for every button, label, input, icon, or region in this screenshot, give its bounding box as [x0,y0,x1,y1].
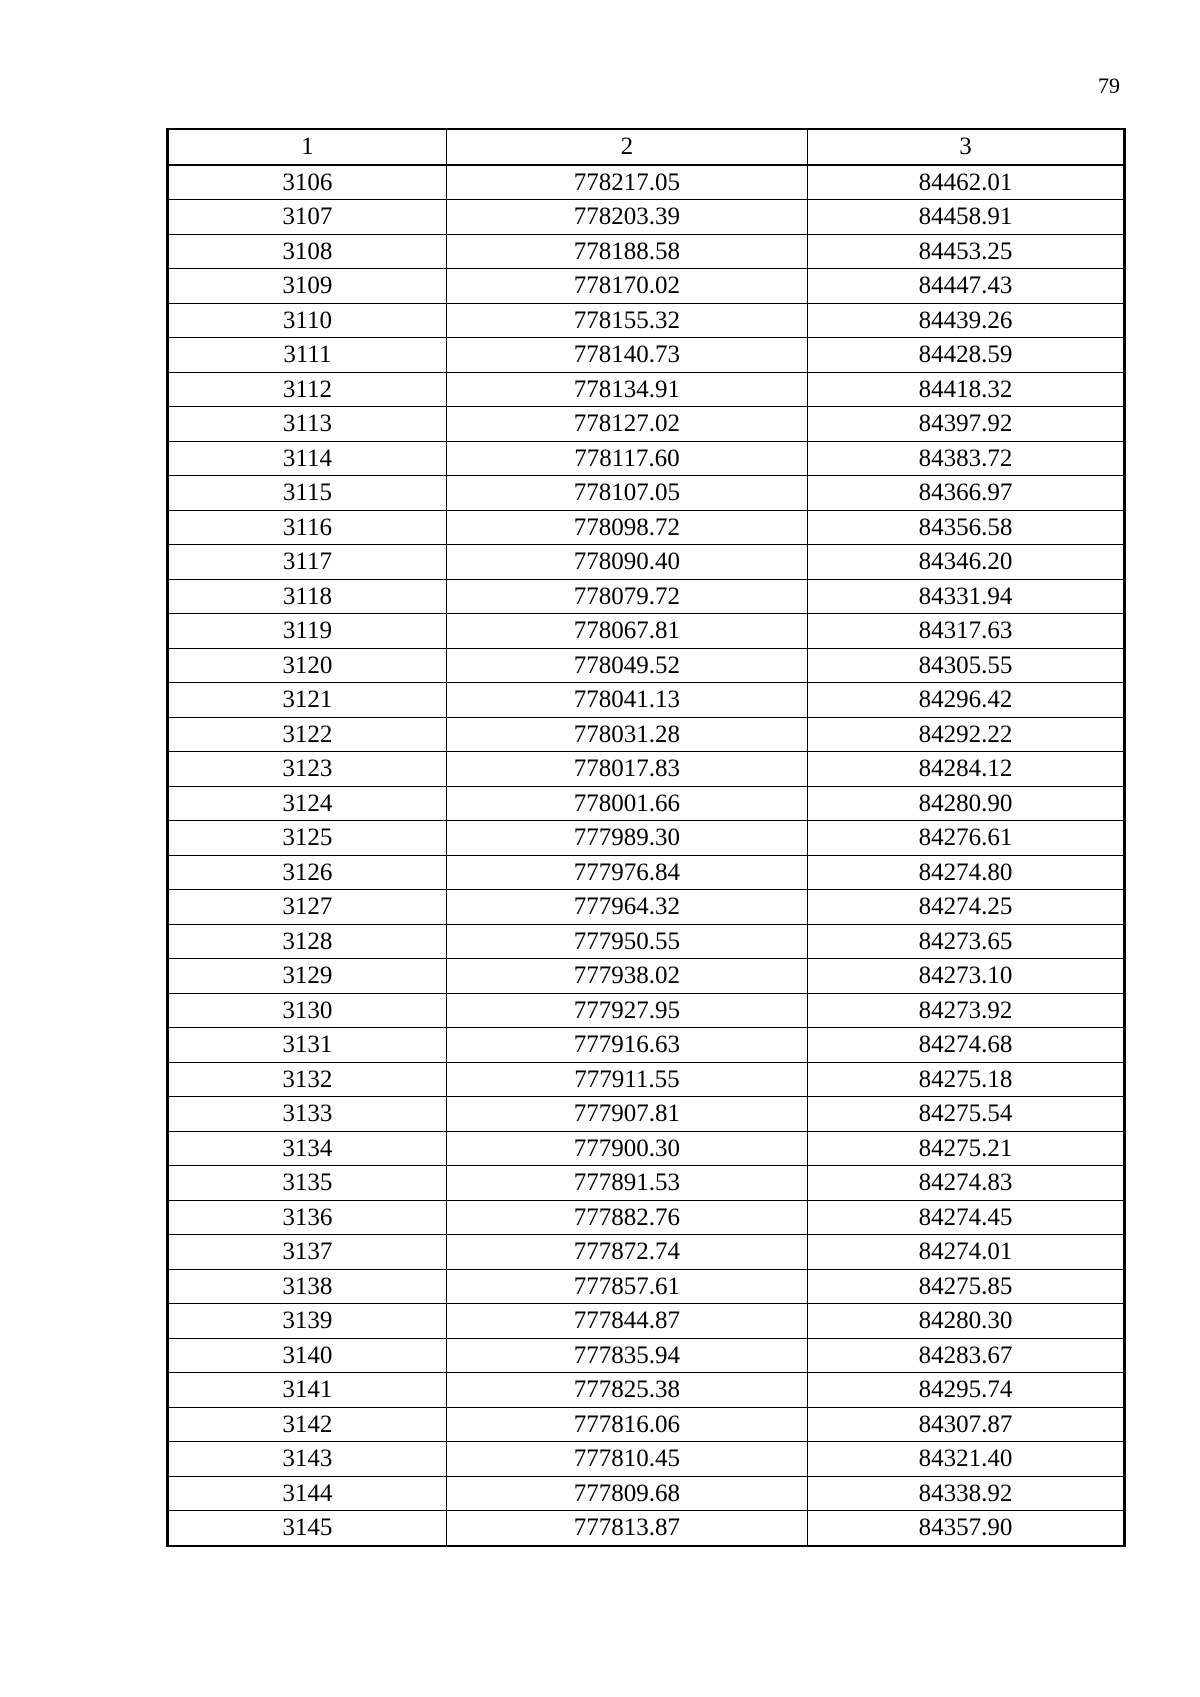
table-cell-col-3: 84338.92 [807,1476,1124,1511]
table-row [168,855,1125,890]
table-cell-col-3: 84295.74 [807,1373,1124,1408]
coordinates-table [166,128,1126,1547]
table-cell-col-3: 84346.20 [807,545,1124,580]
table-row [168,1235,1125,1270]
table-cell-col-2: 777900.30 [446,1131,807,1166]
table-cell-col-3: 84305.55 [807,648,1124,683]
table-row [168,821,1125,856]
header-row [168,129,1125,165]
table-row [168,1269,1125,1304]
table-cell-col-2: 778079.72 [446,579,807,614]
table-cell-col-1: 3135 [168,1166,447,1201]
table-cell-col-3: 84275.54 [807,1097,1124,1132]
table-cell-col-1: 3110 [168,303,447,338]
column-header-1: 1 [168,129,447,165]
table-row [168,1407,1125,1442]
table-cell-col-2: 778155.32 [446,303,807,338]
table-row [168,1131,1125,1166]
table-cell-col-3: 84284.12 [807,752,1124,787]
table-row [168,1304,1125,1339]
table-cell-col-2: 777916.63 [446,1028,807,1063]
table-cell-col-3: 84292.22 [807,717,1124,752]
table-row [168,476,1125,511]
table-cell-col-1: 3127 [168,890,447,925]
table-cell-col-3: 84274.01 [807,1235,1124,1270]
table-cell-col-3: 84274.68 [807,1028,1124,1063]
table-cell-col-1: 3134 [168,1131,447,1166]
table-row [168,648,1125,683]
table-row [168,269,1125,304]
table-cell-col-1: 3108 [168,234,447,269]
table-row [168,993,1125,1028]
column-header-3: 3 [807,129,1124,165]
table-cell-col-3: 84458.91 [807,200,1124,235]
table-cell-col-2: 777907.81 [446,1097,807,1132]
page-number: 79 [1098,73,1120,98]
table-cell-col-1: 3106 [168,165,447,200]
table-cell-col-2: 778134.91 [446,372,807,407]
table-cell-col-1: 3116 [168,510,447,545]
table-cell-col-3: 84273.92 [807,993,1124,1028]
table-cell-col-2: 778203.39 [446,200,807,235]
table-row [168,1442,1125,1477]
table-row [168,1511,1125,1546]
table-cell-col-3: 84307.87 [807,1407,1124,1442]
table-cell-col-1: 3122 [168,717,447,752]
table-cell-col-1: 3137 [168,1235,447,1270]
table-header [168,129,1125,165]
table-cell-col-2: 778041.13 [446,683,807,718]
table-cell-col-2: 777835.94 [446,1338,807,1373]
table-cell-col-1: 3120 [168,648,447,683]
table-cell-col-1: 3131 [168,1028,447,1063]
table-cell-col-2: 777825.38 [446,1373,807,1408]
table-cell-col-3: 84273.65 [807,924,1124,959]
table-cell-col-1: 3133 [168,1097,447,1132]
table-cell-col-1: 3107 [168,200,447,235]
table-cell-col-2: 777882.76 [446,1200,807,1235]
table-cell-col-1: 3132 [168,1062,447,1097]
table-row [168,510,1125,545]
table-cell-col-1: 3138 [168,1269,447,1304]
table-row [168,165,1125,200]
table-cell-col-3: 84275.21 [807,1131,1124,1166]
table-cell-col-2: 778067.81 [446,614,807,649]
table-cell-col-1: 3136 [168,1200,447,1235]
table-cell-col-3: 84428.59 [807,338,1124,373]
table-cell-col-2: 777927.95 [446,993,807,1028]
table-cell-col-2: 778049.52 [446,648,807,683]
table-body [168,165,1125,1546]
table-cell-col-3: 84447.43 [807,269,1124,304]
table-cell-col-2: 778090.40 [446,545,807,580]
table-row [168,1200,1125,1235]
table-row [168,407,1125,442]
table-cell-col-3: 84275.18 [807,1062,1124,1097]
table-cell-col-1: 3126 [168,855,447,890]
table-row [168,372,1125,407]
table-cell-col-3: 84418.32 [807,372,1124,407]
table-cell-col-3: 84317.63 [807,614,1124,649]
table-cell-col-1: 3130 [168,993,447,1028]
table-cell-col-2: 777891.53 [446,1166,807,1201]
table-cell-col-2: 777809.68 [446,1476,807,1511]
table-cell-col-2: 777911.55 [446,1062,807,1097]
table-row [168,200,1125,235]
table-cell-col-3: 84275.85 [807,1269,1124,1304]
table-row [168,1476,1125,1511]
table-row [168,614,1125,649]
table-row [168,1166,1125,1201]
table-cell-col-3: 84331.94 [807,579,1124,614]
table-cell-col-3: 84280.30 [807,1304,1124,1339]
table-row [168,717,1125,752]
table-cell-col-1: 3112 [168,372,447,407]
table-cell-col-2: 777938.02 [446,959,807,994]
table-cell-col-3: 84321.40 [807,1442,1124,1477]
column-header-2: 2 [446,129,807,165]
table-cell-col-3: 84356.58 [807,510,1124,545]
table-cell-col-1: 3139 [168,1304,447,1339]
table-cell-col-3: 84274.45 [807,1200,1124,1235]
table-row [168,924,1125,959]
table-row [168,1373,1125,1408]
table-cell-col-3: 84280.90 [807,786,1124,821]
table-cell-col-2: 778188.58 [446,234,807,269]
table-cell-col-3: 84283.67 [807,1338,1124,1373]
table-row [168,683,1125,718]
table-cell-col-2: 778001.66 [446,786,807,821]
table-row [168,303,1125,338]
table-row [168,959,1125,994]
table-cell-col-1: 3125 [168,821,447,856]
table-cell-col-2: 777989.30 [446,821,807,856]
table-cell-col-3: 84276.61 [807,821,1124,856]
table-cell-col-1: 3119 [168,614,447,649]
table-cell-col-2: 778127.02 [446,407,807,442]
table-row [168,338,1125,373]
table-cell-col-1: 3118 [168,579,447,614]
table-row [168,1062,1125,1097]
table-row [168,786,1125,821]
table-cell-col-1: 3142 [168,1407,447,1442]
table-cell-col-3: 84274.25 [807,890,1124,925]
table-cell-col-2: 777976.84 [446,855,807,890]
table-cell-col-3: 84462.01 [807,165,1124,200]
table-cell-col-1: 3115 [168,476,447,511]
table-cell-col-1: 3129 [168,959,447,994]
table-row [168,1338,1125,1373]
table-cell-col-2: 777810.45 [446,1442,807,1477]
table-cell-col-3: 84273.10 [807,959,1124,994]
table-cell-col-1: 3113 [168,407,447,442]
table-cell-col-3: 84296.42 [807,683,1124,718]
table-cell-col-1: 3124 [168,786,447,821]
table-cell-col-2: 777950.55 [446,924,807,959]
table-cell-col-2: 777872.74 [446,1235,807,1270]
table-cell-col-1: 3117 [168,545,447,580]
table-cell-col-2: 777857.61 [446,1269,807,1304]
table-cell-col-2: 778140.73 [446,338,807,373]
table-cell-col-3: 84274.80 [807,855,1124,890]
table-cell-col-1: 3141 [168,1373,447,1408]
table-cell-col-2: 777816.06 [446,1407,807,1442]
table-cell-col-1: 3145 [168,1511,447,1546]
table-row [168,234,1125,269]
table-cell-col-1: 3114 [168,441,447,476]
table-row [168,1028,1125,1063]
table-cell-col-2: 778017.83 [446,752,807,787]
table-row [168,545,1125,580]
table-cell-col-3: 84383.72 [807,441,1124,476]
table-cell-col-3: 84274.83 [807,1166,1124,1201]
table-cell-col-1: 3128 [168,924,447,959]
table-cell-col-2: 778098.72 [446,510,807,545]
table-cell-col-3: 84439.26 [807,303,1124,338]
table-cell-col-1: 3111 [168,338,447,373]
table-cell-col-2: 778031.28 [446,717,807,752]
table-cell-col-3: 84357.90 [807,1511,1124,1546]
table-cell-col-1: 3121 [168,683,447,718]
table-cell-col-1: 3109 [168,269,447,304]
table-row [168,1097,1125,1132]
table-cell-col-2: 777844.87 [446,1304,807,1339]
table-cell-col-3: 84397.92 [807,407,1124,442]
table-row [168,441,1125,476]
table-cell-col-2: 778170.02 [446,269,807,304]
table-row [168,890,1125,925]
table-cell-col-2: 778217.05 [446,165,807,200]
table-cell-col-2: 778117.60 [446,441,807,476]
table-cell-col-1: 3144 [168,1476,447,1511]
table-cell-col-2: 778107.05 [446,476,807,511]
table-cell-col-3: 84453.25 [807,234,1124,269]
table-cell-col-2: 777964.32 [446,890,807,925]
table-row [168,579,1125,614]
table-cell-col-1: 3123 [168,752,447,787]
table-cell-col-1: 3143 [168,1442,447,1477]
table-cell-col-2: 777813.87 [446,1511,807,1546]
table-cell-col-3: 84366.97 [807,476,1124,511]
table-cell-col-1: 3140 [168,1338,447,1373]
table-row [168,752,1125,787]
